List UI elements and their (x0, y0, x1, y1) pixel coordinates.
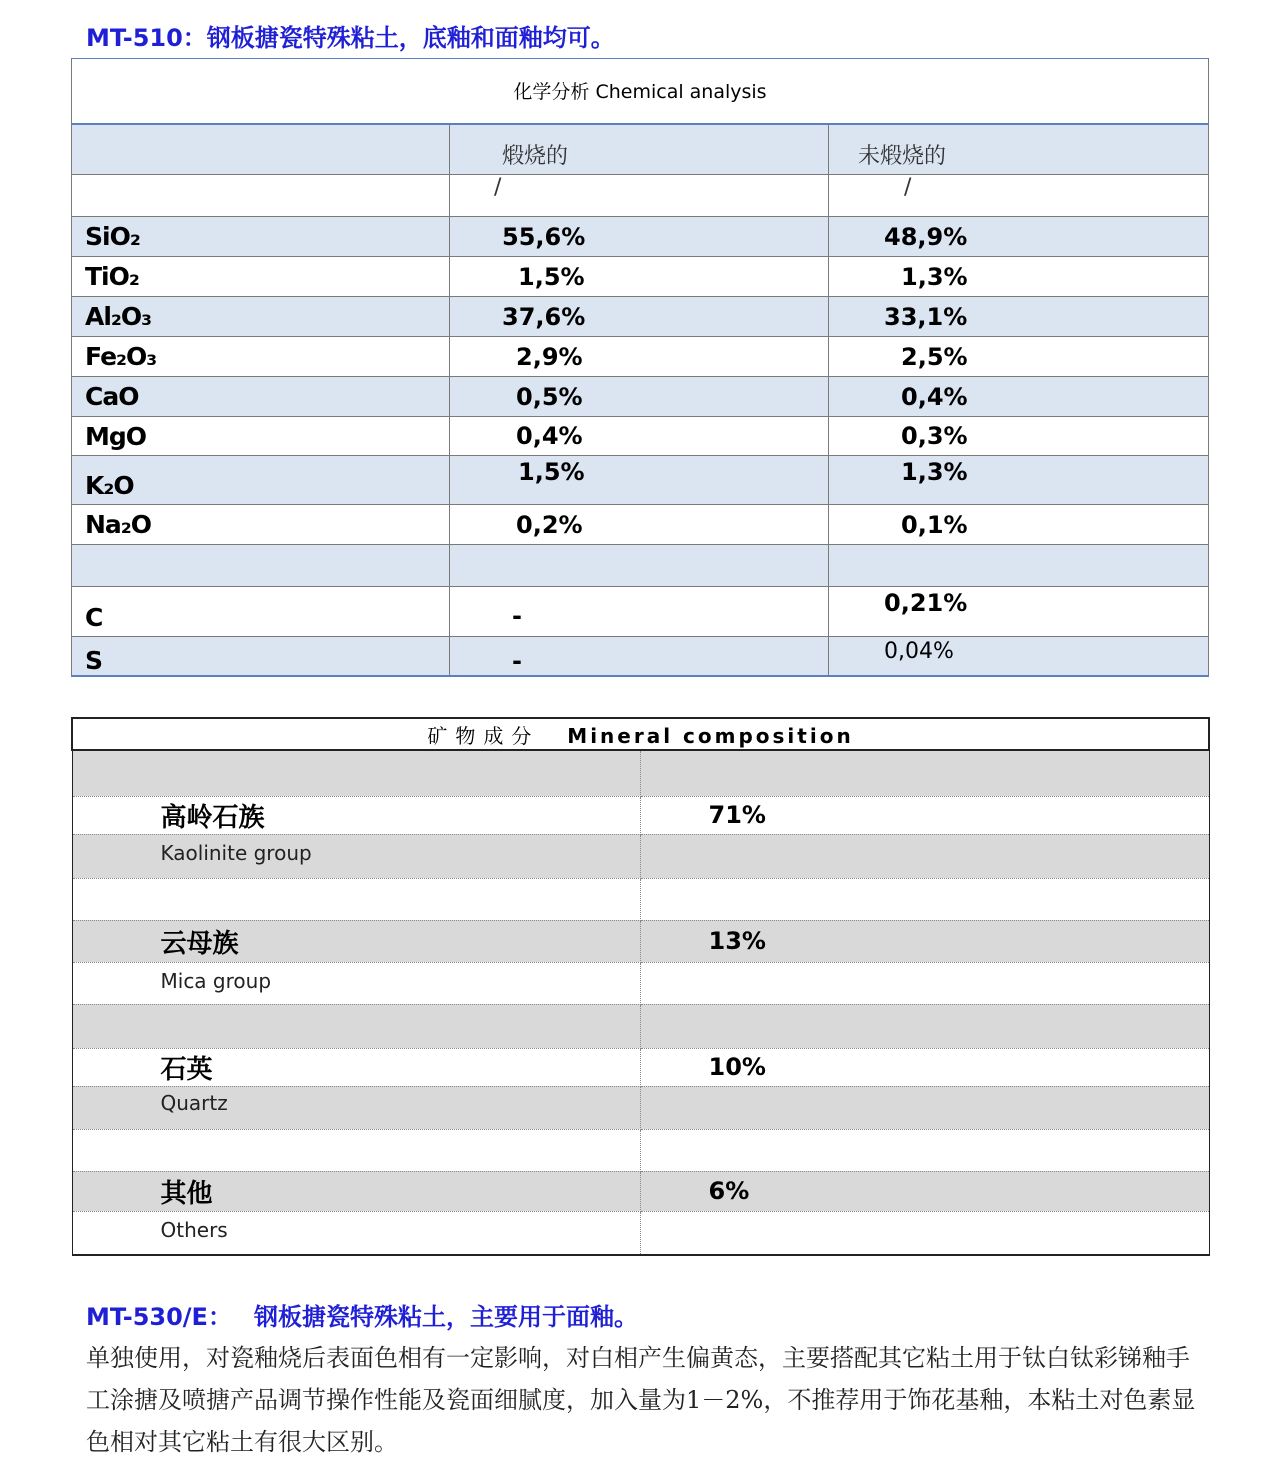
mineral-name-cn: 石英 (72, 1048, 640, 1086)
table-row-empty (72, 545, 1209, 587)
mineral-name-cn: 云母族 (72, 920, 640, 962)
table-row (72, 417, 1209, 456)
table-row (72, 337, 1209, 377)
calcined-value: 37,6% (450, 297, 829, 337)
empty-cell (640, 750, 1209, 796)
header-empty-cell (72, 124, 450, 175)
table-row (72, 834, 1209, 878)
oxide-label: SiO₂ (72, 217, 450, 257)
uncalcined-value: 0,3% (829, 417, 1209, 456)
empty-cell (72, 1004, 640, 1048)
uncalcined-value: 48,9% (829, 217, 1209, 257)
mineral-composition-title (72, 718, 1209, 750)
empty-cell (640, 1004, 1209, 1048)
mineral-percent: 13% (640, 920, 1209, 962)
calcined-value: 55,6% (450, 217, 829, 257)
empty-cell (450, 545, 829, 587)
element-label: C (72, 587, 450, 637)
table-row (72, 920, 1209, 962)
calcined-value: 0,5% (450, 377, 829, 417)
table-row (72, 456, 1209, 505)
empty-cell (829, 545, 1209, 587)
slash-calcined: / (450, 175, 829, 217)
col-calcined-header: 煅烧的 (450, 124, 829, 175)
mineral-composition-table (71, 717, 1210, 1256)
oxide-label: Na₂O (72, 505, 450, 545)
oxide-label: Fe₂O₃ (72, 337, 450, 377)
col-uncalcined-header: 未煅烧的 (829, 124, 1209, 175)
slash-uncalcined: / (829, 175, 1209, 217)
calcined-value: 0,2% (450, 505, 829, 545)
empty-cell (72, 1129, 640, 1171)
mineral-title-cn: 矿物成分 (427, 723, 540, 748)
uncalcined-value: 0,4% (829, 377, 1209, 417)
mineral-percent: 6% (640, 1171, 1209, 1211)
calcined-value: 0,4% (450, 417, 829, 456)
heading-text: 钢板搪瓷特殊粘土，底釉和面釉均可。 (206, 23, 615, 52)
table-row (72, 1086, 1209, 1129)
calcined-value: - (450, 587, 829, 637)
mineral-percent: 71% (640, 796, 1209, 834)
empty-cell (640, 962, 1209, 1004)
uncalcined-value: 2,5% (829, 337, 1209, 377)
chemical-analysis-table (71, 58, 1209, 677)
table-row (72, 796, 1209, 834)
chemical-analysis-title: 化学分析 Chemical analysis (72, 59, 1209, 124)
empty-cell (72, 878, 640, 920)
section-heading (86, 1297, 638, 1332)
uncalcined-value: 33,1% (829, 297, 1209, 337)
table-row (72, 505, 1209, 545)
mineral-percent: 10% (640, 1048, 1209, 1086)
table-row (72, 297, 1209, 337)
oxide-label: K₂O (72, 456, 450, 505)
uncalcined-value: 0,1% (829, 505, 1209, 545)
calcined-value: - (450, 637, 829, 676)
empty-cell (72, 750, 640, 796)
mineral-name-en: Others (72, 1211, 640, 1255)
mineral-name-cn: 高岭石族 (72, 796, 640, 834)
table-row (72, 637, 1209, 676)
empty-cell (640, 1211, 1209, 1255)
section-paragraph: 单独使用，对瓷釉烧后表面色相有一定影响，对白相产生偏黄态，主要搭配其它粘土用于钛白钛彩锑釉手工涂搪及喷搪产品调节操作性能及瓷面细腻度，加入量为1－2%，不推荐用于饰花基釉，本粘土对色素显色相对其它粘土有很大区别。 (86, 1344, 1196, 1456)
table-row (72, 377, 1209, 417)
empty-cell (640, 1129, 1209, 1171)
uncalcined-value: 0,04% (829, 637, 1209, 676)
calcined-value: 1,5% (450, 257, 829, 297)
mineral-name-en: Mica group (72, 962, 640, 1004)
empty-cell (640, 1086, 1209, 1129)
oxide-label: Al₂O₃ (72, 297, 450, 337)
empty-cell (640, 834, 1209, 878)
uncalcined-value: 0,21% (829, 587, 1209, 637)
mineral-name-en: Kaolinite group (72, 834, 640, 878)
mineral-title-en: Mineral composition (567, 723, 854, 748)
oxide-label: MgO (72, 417, 450, 456)
table-row (72, 217, 1209, 257)
mineral-name-en: Quartz (72, 1086, 640, 1129)
calcined-value: 2,9% (450, 337, 829, 377)
slash-empty-cell (72, 175, 450, 217)
table-row (72, 1171, 1209, 1211)
table-row (72, 1048, 1209, 1086)
oxide-label: TiO₂ (72, 257, 450, 297)
table-row (72, 257, 1209, 297)
section-title: 钢板搪瓷特殊粘土，主要用于面釉。 (253, 1302, 638, 1331)
page-heading (86, 18, 615, 53)
table-row (72, 1211, 1209, 1255)
table-row (72, 587, 1209, 637)
heading-code: MT-510： (86, 24, 207, 52)
element-label: S (72, 637, 450, 676)
table-row (72, 962, 1209, 1004)
uncalcined-value: 1,3% (829, 456, 1209, 505)
empty-cell (72, 545, 450, 587)
empty-cell (640, 878, 1209, 920)
section-code: MT-530/E： (86, 1303, 232, 1331)
oxide-label: CaO (72, 377, 450, 417)
mineral-name-cn: 其他 (72, 1171, 640, 1211)
uncalcined-value: 1,3% (829, 257, 1209, 297)
calcined-value: 1,5% (450, 456, 829, 505)
